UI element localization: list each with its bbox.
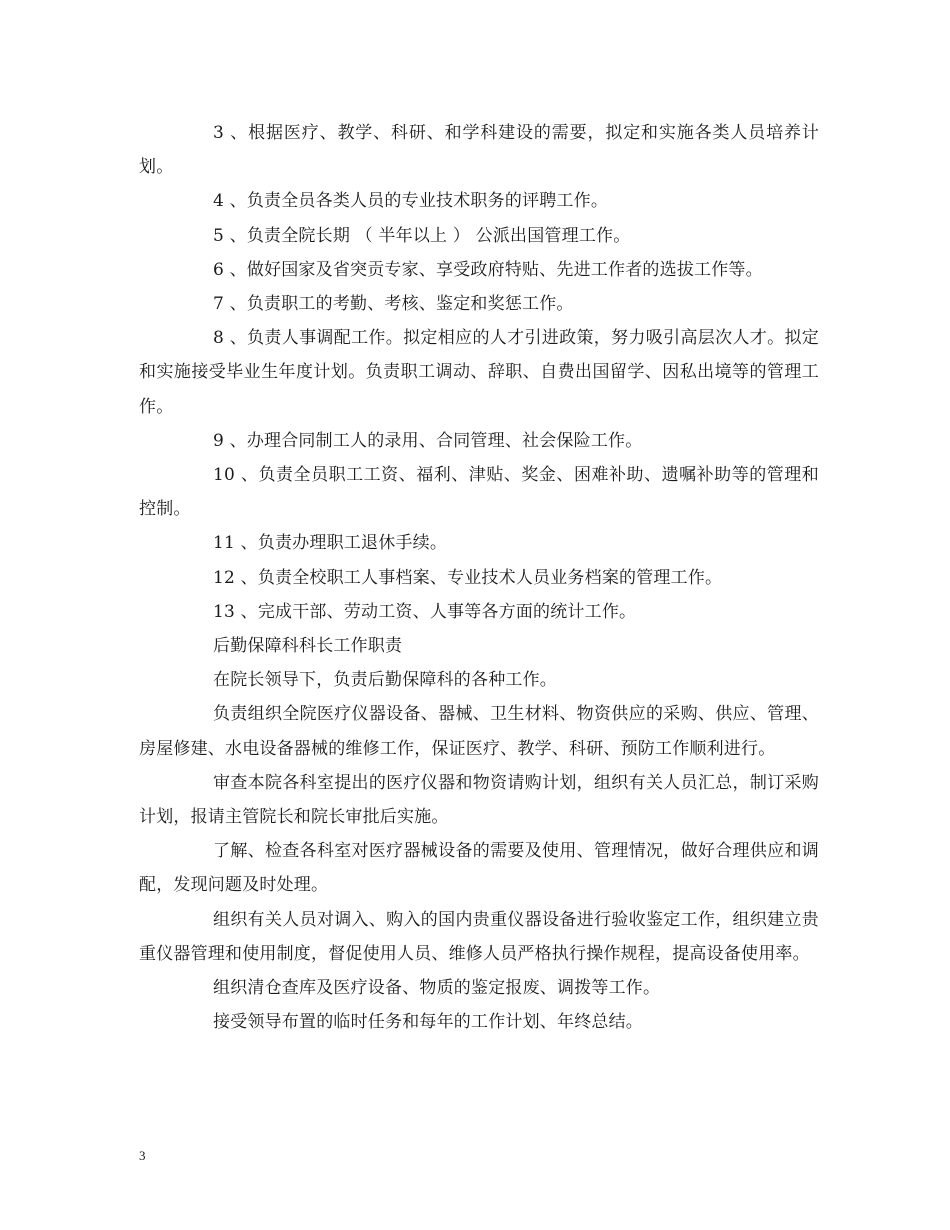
paragraph-item-9: 9 、办理合同制工人的录用、合同管理、社会保险工作。: [213, 430, 643, 451]
paragraph-item-10: 10 、负责全员职工工资、福利、津贴、奖金、困难补助、遗嘱补助等的管理和控制。: [139, 465, 819, 520]
paragraph-duty: 了解、检查各科室对医疗器械设备的需要及使用、管理情况，做好合理供应和调配，发现问题及时处理。: [139, 841, 819, 896]
paragraph-duty: 负责组织全院医疗仪器设备、器械、卫生材料、物资供应的采购、供应、管理、房屋修建、水电设备器械的维修工作，保证医疗、教学、科研、预防工作顺利进行。: [139, 704, 819, 759]
paragraph-item-5: 5 、负责全院长期 （ 半年以上 ） 公派出国管理工作。: [213, 225, 631, 246]
document-body: [139, 116, 819, 1039]
paragraph-duty: 审查本院各科室提出的医疗仪器和物资请购计划，组织有关人员汇总，制订采购计划，报请主管院长和院长审批后实施。: [139, 772, 819, 828]
paragraph-item-3: 3 、根据医疗、教学、科研、和学科建设的需要，拟定和实施各类人员培养计划。: [139, 123, 819, 178]
paragraph-item-4: 4 、负责全员各类人员的专业技术职务的评聘工作。: [213, 191, 609, 212]
paragraph-duty: 接受领导布置的临时任务和每年的工作计划、年终总结。: [213, 1012, 643, 1033]
paragraph-item-13: 13 、完成干部、劳动工资、人事等各方面的统计工作。: [213, 601, 637, 622]
page-number: 3: [139, 1148, 146, 1163]
paragraph-duty: 组织清仓查库及医疗设备、物质的鉴定报废、调拨等工作。: [213, 978, 661, 999]
paragraph-item-8: 8 、负责人事调配工作。拟定相应的人才引进政策，努力吸引高层次人才。拟定和实施接受毕业生年度计划。负责职工调动、辞职、自费出国留学、因私出境等的管理工作。: [139, 328, 819, 417]
paragraph-intro: 在院长领导下，负责后勤保障科的各种工作。: [213, 670, 557, 691]
section-heading: 后勤保障科科长工作职责: [213, 636, 403, 657]
paragraph-item-12: 12 、负责全校职工人事档案、专业技术人员业务档案的管理工作。: [213, 567, 723, 588]
paragraph-item-6: 6 、做好国家及省突贡专家、享受政府特贴、先进工作者的选拔工作等。: [213, 259, 763, 280]
paragraph-item-7: 7 、负责职工的考勤、考核、鉴定和奖惩工作。: [213, 294, 574, 315]
paragraph-item-11: 11 、负责办理职工退休手续。: [213, 533, 448, 554]
paragraph-duty: 组织有关人员对调入、购入的国内贵重仪器设备进行验收鉴定工作，组织建立贵重仪器管理和使用制度，督促使用人员、维修人员严格执行操作规程，提高设备使用率。: [139, 909, 819, 964]
